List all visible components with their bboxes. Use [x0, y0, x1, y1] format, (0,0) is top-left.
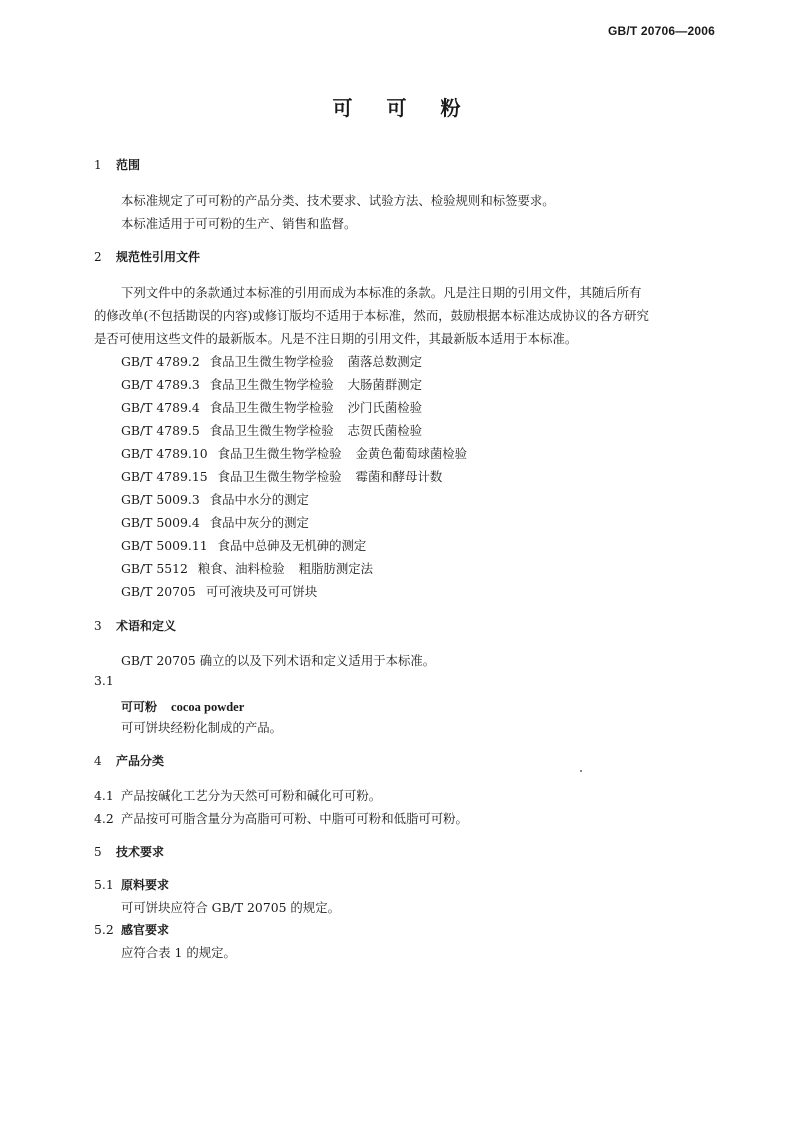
section-1-heading — [94, 156, 140, 173]
clause-5-2-text: 应符合表 1 的规定。 — [121, 945, 236, 960]
section-1-title: 范围 — [116, 158, 141, 172]
reference-item: GB/T 4789.15 食品卫生微生物学检验 霉菌和酵母计数 — [121, 469, 443, 484]
section-3-number: 3 — [94, 619, 102, 633]
document-title: 可可粉 — [332, 96, 495, 120]
section-3-title: 术语和定义 — [116, 619, 177, 633]
reference-item: GB/T 5009.4 食品中灰分的测定 — [121, 515, 309, 530]
section-2-title: 规范性引用文件 — [116, 250, 201, 264]
reference-item: GB/T 4789.10 食品卫生微生物学检验 金黄色葡萄球菌检验 — [121, 446, 468, 461]
terms-intro: GB/T 20705 确立的以及下列术语和定义适用于本标准。 — [121, 653, 436, 668]
standard-number: GB/T 20706—2006 — [607, 24, 715, 38]
term-definition: 可可饼块经粉化制成的产品。 — [121, 720, 283, 735]
section-5-title: 技术要求 — [116, 845, 165, 859]
clause-5-2-heading: 5.2 感官要求 — [94, 922, 170, 937]
reference-item: GB/T 5512 粮食、油料检验 粗脂肪测定法 — [121, 561, 373, 576]
references-intro-line-1: 下列文件中的条款通过本标准的引用而成为本标准的条款。凡是注日期的引用文件，其随后所有 — [121, 285, 642, 300]
scope-paragraph-2: 本标准适用于可可粉的生产、销售和监督。 — [121, 216, 357, 231]
scan-speck — [580, 770, 582, 772]
reference-item: GB/T 4789.3 食品卫生微生物学检验 大肠菌群测定 — [121, 377, 422, 392]
clause-4-2: 4.2 产品按可可脂含量分为高脂可可粉、中脂可可粉和低脂可可粉。 — [94, 811, 468, 826]
reference-item: GB/T 4789.2 食品卫生微生物学检验 菌落总数测定 — [121, 354, 422, 369]
references-intro-line-3: 是否可使用这些文件的最新版本。凡是不注日期的引用文件，其最新版本适用于本标准。 — [94, 331, 578, 346]
section-4-title: 产品分类 — [116, 754, 165, 768]
section-4-number: 4 — [94, 754, 102, 768]
section-2-heading — [94, 248, 200, 265]
reference-item: GB/T 4789.4 食品卫生微生物学检验 沙门氏菌检验 — [121, 400, 422, 415]
clause-5-1-heading: 5.1 原料要求 — [94, 877, 170, 892]
references-intro-line-2: 的修改单(不包括勘误的内容)或修订版均不适用于本标准，然而，鼓励根据本标准达成协议的各方研究 — [94, 308, 649, 323]
scope-paragraph-1: 本标准规定了可可粉的产品分类、技术要求、试验方法、检验规则和标签要求。 — [121, 193, 555, 208]
section-4-heading — [94, 752, 164, 769]
section-3-heading — [94, 617, 176, 634]
section-5-heading — [94, 843, 164, 860]
reference-item: GB/T 20705 可可液块及可可饼块 — [121, 584, 318, 599]
term-chinese: 可可粉 — [121, 700, 158, 714]
term-english: cocoa powder — [171, 700, 245, 714]
clause-3-1-number: 3.1 — [94, 673, 114, 688]
clause-5-1-text: 可可饼块应符合 GB/T 20705 的规定。 — [121, 900, 340, 915]
section-1-number: 1 — [94, 158, 102, 172]
term-entry — [121, 696, 244, 715]
reference-item: GB/T 5009.3 食品中水分的测定 — [121, 492, 309, 507]
section-5-number: 5 — [94, 845, 102, 859]
section-2-number: 2 — [94, 250, 102, 264]
reference-item: GB/T 5009.11 食品中总砷及无机砷的测定 — [121, 538, 367, 553]
reference-item: GB/T 4789.5 食品卫生微生物学检验 志贺氏菌检验 — [121, 423, 422, 438]
clause-4-1: 4.1 产品按碱化工艺分为天然可可粉和碱化可可粉。 — [94, 788, 382, 803]
